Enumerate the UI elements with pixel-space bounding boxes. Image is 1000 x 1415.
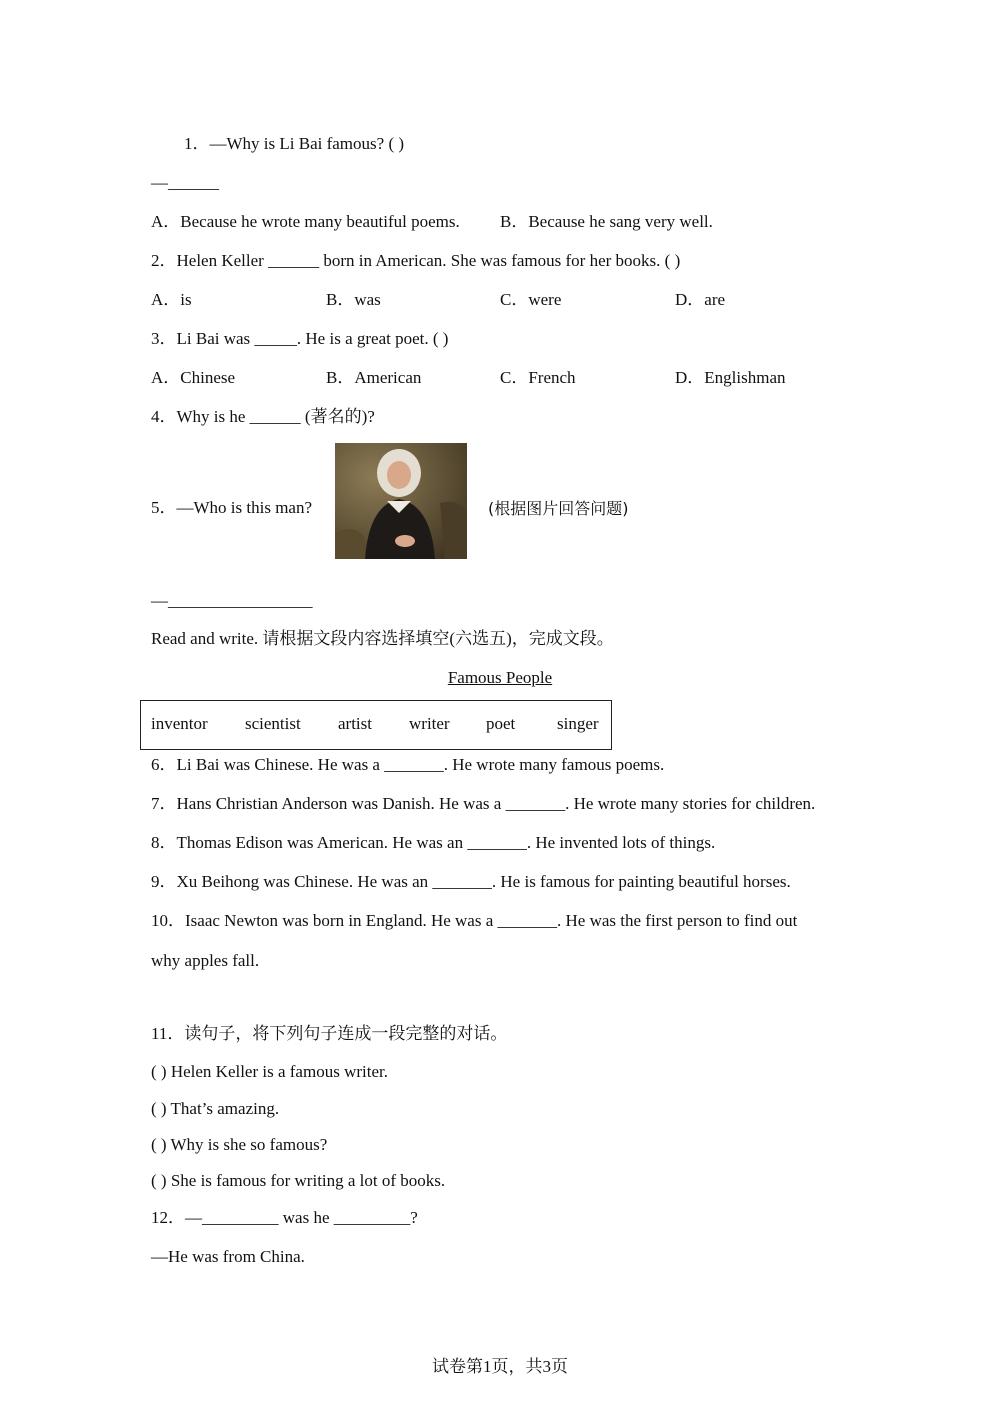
- q4-stem: 4．Why is he ______ (著名的)?: [151, 407, 375, 426]
- q12-answer: —He was from China.: [151, 1247, 305, 1266]
- q3-option-c: C．French: [500, 368, 576, 387]
- q1-answer-line: —______: [151, 173, 219, 192]
- q1-option-a: A．Because he wrote many beautiful poems.: [151, 212, 460, 231]
- q7-text: 7．Hans Christian Anderson was Danish. He was a _______. He wrote many stories for children.: [151, 794, 816, 813]
- q10-text-line2: why apples fall.: [151, 951, 260, 970]
- word-bank-item: scientist: [245, 714, 301, 733]
- page-footer: 试卷第1页，共3页: [432, 1357, 568, 1376]
- portrait-image: [335, 443, 467, 559]
- q1-stem: 1．—Why is Li Bai famous? ( ): [184, 134, 405, 153]
- q3-option-a: A．Chinese: [151, 368, 236, 387]
- word-bank-item: singer: [557, 714, 599, 733]
- word-bank: [140, 700, 612, 750]
- section-title: Famous People: [447, 668, 553, 687]
- q2-option-b: B．was: [326, 290, 381, 309]
- q8-text: 8．Thomas Edison was American. He was an _______. He invented lots of things.: [151, 833, 716, 852]
- q3-option-b: B．American: [326, 368, 422, 387]
- read-write-instruction: Read and write. 请根据文段内容选择填空(六选五)，完成文段。: [151, 629, 614, 648]
- q11-item: ( ) That’s amazing.: [151, 1099, 280, 1118]
- word-bank-item: writer: [409, 714, 450, 733]
- q5-stem: 5．—Who is this man?: [151, 498, 313, 517]
- q1-option-b: B．Because he sang very well.: [500, 212, 713, 231]
- q10-text-line1: 10．Isaac Newton was born in England. He was a _______. He was the first person to find out: [151, 911, 798, 930]
- q11-item: ( ) Why is she so famous?: [151, 1135, 328, 1154]
- q11-item: ( ) She is famous for writing a lot of books.: [151, 1171, 446, 1190]
- q2-option-a: A．is: [151, 290, 192, 309]
- word-bank-item: inventor: [151, 714, 208, 733]
- q12-stem: 12．—_________ was he _________?: [151, 1208, 418, 1227]
- q11-item: ( ) Helen Keller is a famous writer.: [151, 1062, 388, 1081]
- q2-option-d: D．are: [675, 290, 726, 309]
- q2-option-c: C．were: [500, 290, 562, 309]
- portrait-illustration: [335, 443, 467, 559]
- q3-stem: 3．Li Bai was _____. He is a great poet. ( ): [151, 329, 449, 348]
- q6-text: 6．Li Bai was Chinese. He was a _______. He wrote many famous poems.: [151, 755, 665, 774]
- word-bank-item: artist: [338, 714, 372, 733]
- q11-stem: 11．读句子，将下列句子连成一段完整的对话。: [151, 1024, 508, 1043]
- q2-stem: 2．Helen Keller ______ born in American. She was famous for her books. ( ): [151, 251, 681, 270]
- q9-text: 9．Xu Beihong was Chinese. He was an _______. He is famous for painting beautiful horses.: [151, 872, 791, 891]
- word-bank-item: poet: [486, 714, 516, 733]
- q3-option-d: D．Englishman: [675, 368, 786, 387]
- q5-answer-line: —_________________: [151, 591, 313, 610]
- q5-hint: (根据图片回答问题): [488, 499, 629, 518]
